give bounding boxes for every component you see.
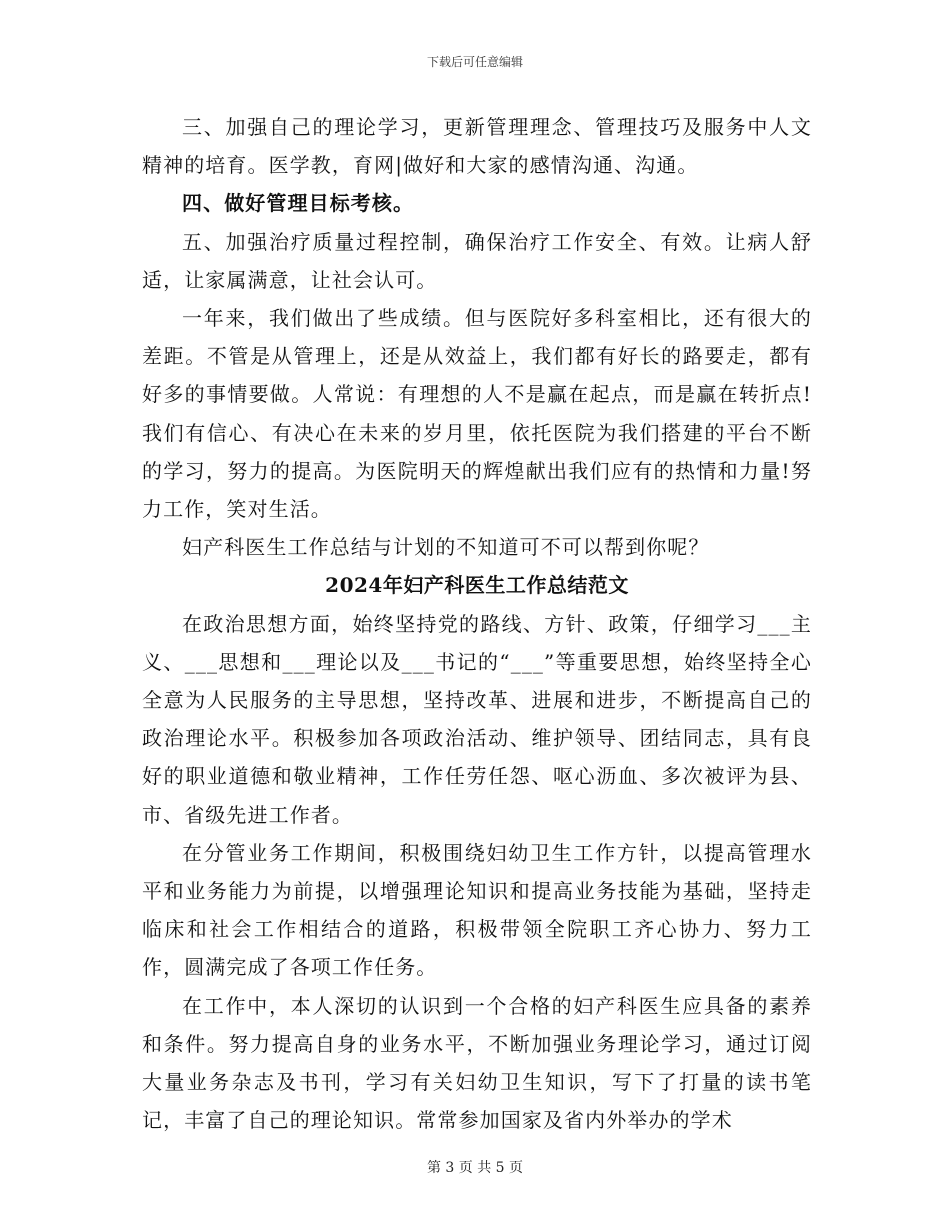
page-header: 下载后可任意编辑 <box>426 55 523 69</box>
paragraph-management-goals: 四、做好管理目标考核。 <box>182 191 415 216</box>
document-body <box>142 108 812 1139</box>
paragraph-professional-study: 在工作中，本人深切的认识到一个合格的妇产科医生应具备的素养和条件。努力提高自身的业务水平，不断加强业务理论学习，通过订阅大量业务杂志及书刊，学习有关妇幼卫生知识，写下了打量的读书笔记，丰富了自己的理论知识。常常参加国家及省内外举办的学术 <box>142 993 812 1133</box>
section-title: 2024年妇产科医生工作总结范文 <box>325 573 629 598</box>
paragraph-business-work: 在分管业务工作期间，积极围绕妇幼卫生工作方针，以提高管理水平和业务能力为前提，以增强理论知识和提高业务技能为基础，坚持走临床和社会工作相结合的道路，积极带领全院职工齐心协力、努力工作，圆满完成了各项工作任务。 <box>142 840 812 980</box>
paragraph-political-thought: 在政治思想方面，始终坚持党的路线、方针、政策，仔细学习___主义、___思想和___理论以及___书记的“___”等重要思想，始终坚持全心全意为人民服务的主导思想，坚持改革、进展和进步，不断提高自己的政治理论水平。积极参加各项政治活动、维护领导、团结同志，具有良好的职业道德和敬业精神，工作任劳任怨、呕心沥血、多次被评为县、市、省级先进工作者。 <box>142 611 812 827</box>
paragraph-quality-control: 五、加强治疗质量过程控制，确保治疗工作安全、有效。让病人舒适，让家属满意，让社会认可。 <box>142 229 812 292</box>
paragraph-theory-study: 三、加强自己的理论学习，更新管理理念、管理技巧及服务中人文精神的培育。医学教，育网|做好和大家的感情沟通、沟通。 <box>142 115 812 178</box>
page-footer: 第 3 页 共 5 页 <box>426 1160 524 1176</box>
paragraph-closing-note: 妇产科医生工作总结与计划的不知道可不可以帮到你呢？ <box>182 535 710 560</box>
paragraph-year-summary: 一年来，我们做出了些成绩。但与医院好多科室相比，还有很大的差距。不管是从管理上，还是从效益上，我们都有好长的路要走，都有好多的事情要做。人常说：有理想的人不是赢在起点，而是赢在转折点!我们有信心、有决心在未来的岁月里，依托医院为我们搭建的平台不断的学习，努力的提高。为医院明天的辉煌献出我们应有的热情和力量!努力工作，笑对生活。 <box>142 306 812 522</box>
